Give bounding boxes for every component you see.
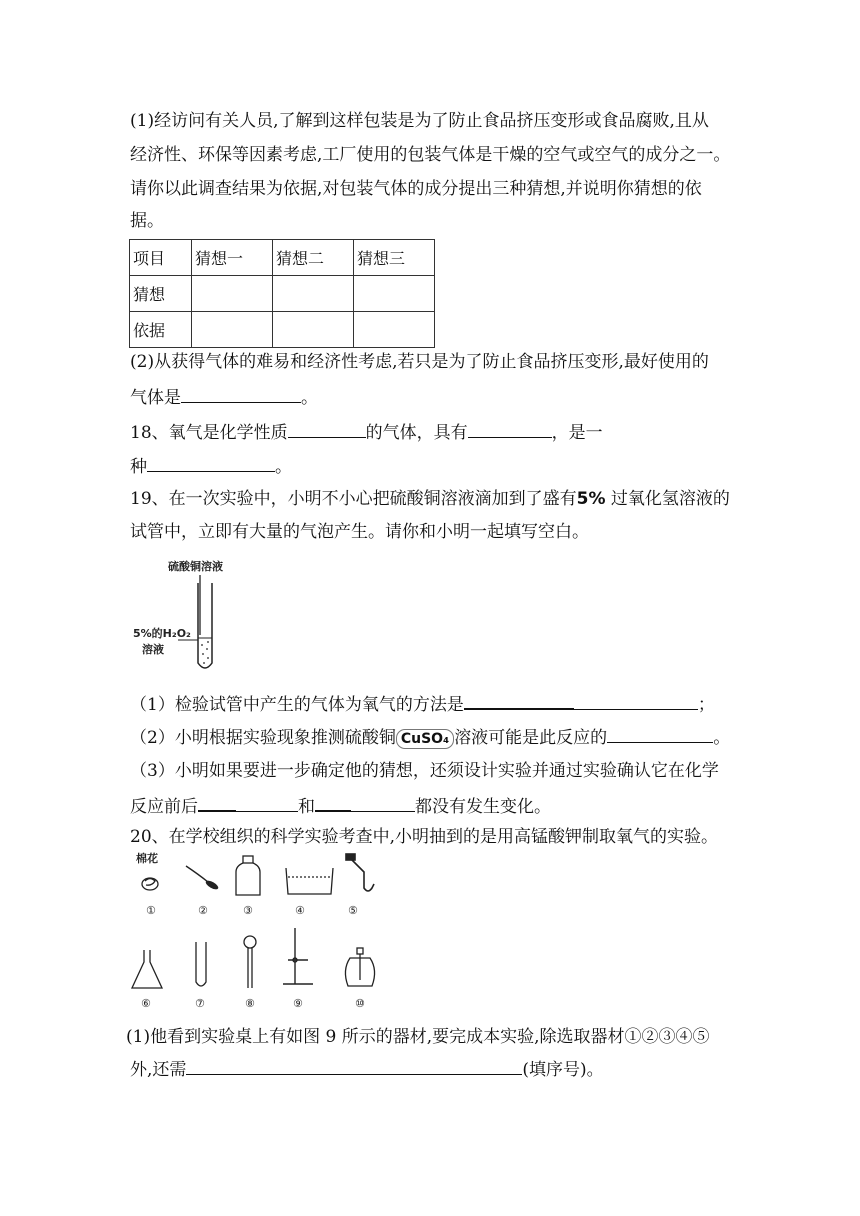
q18-line2 <box>130 453 292 479</box>
test-tube-figure <box>128 555 278 675</box>
q18-text-e: 。 <box>275 457 292 477</box>
table-row <box>130 312 435 348</box>
q17-p1-line1: (1)经访问有关人员,了解到这样包装是为了防止食品挤压变形或食品腐败,且从 <box>130 111 709 131</box>
q19-percent: 5% <box>576 489 606 509</box>
answer-blank[interactable] <box>198 792 236 812</box>
q18-text-b: 的气体，具有 <box>365 423 468 443</box>
figure-label-solution: 溶液 <box>142 643 164 656</box>
q18-text-c: ，是一 <box>551 423 603 443</box>
number-label: ⑩ <box>355 997 365 1010</box>
q19-sub3-line1: （3）小明如果要进一步确定他的猜想，还须设计实验并通过实验确认它在化学 <box>130 761 719 781</box>
q18-text-d: 种 <box>130 457 147 477</box>
answer-blank[interactable] <box>181 384 301 403</box>
apparatus-figure <box>128 850 398 1015</box>
guess-table <box>129 239 435 348</box>
q19-text-a: 19、在一次实验中，小明不小心把硫酸铜溶液滴加到了盛有 <box>130 489 577 509</box>
q19-sub3-text-d: 都没有发生变化。 <box>415 797 551 817</box>
water-trough-icon <box>286 868 333 894</box>
number-label: ① <box>146 904 156 917</box>
round-flask-icon <box>244 936 256 988</box>
cotton-icon <box>142 878 158 890</box>
spatula-icon <box>186 866 220 891</box>
number-label: ⑥ <box>141 997 151 1010</box>
guess-cell-3[interactable] <box>354 276 435 312</box>
q18-text-a: 18、氧气是化学性质 <box>130 423 288 443</box>
q19-sub3-text-a: 反应前后 <box>130 797 198 817</box>
q17-p2-end: 。 <box>301 388 318 408</box>
answer-blank[interactable] <box>468 419 552 438</box>
q20-line1: 20、在学校组织的科学实验考查中,小明抽到的是用高锰酸钾制取氧气的实验。 <box>130 827 719 847</box>
number-label: ④ <box>295 904 305 917</box>
basis-cell-2[interactable] <box>273 312 354 348</box>
q19-sub2-end: 。 <box>713 728 731 748</box>
q17-p2-line2 <box>130 384 318 410</box>
table-header-cell: 猜想三 <box>354 240 435 276</box>
basis-cell-1[interactable] <box>192 312 273 348</box>
basis-cell-3[interactable] <box>354 312 435 348</box>
q19-sub1-text: （1）检验试管中产生的气体为氧气的方法是 <box>130 695 464 715</box>
number-label: ⑧ <box>245 997 255 1010</box>
bubbles-icon <box>201 641 209 664</box>
stopper-tube-icon <box>346 854 374 891</box>
figure-label-h2o2: 5%的H₂O₂ <box>133 627 191 640</box>
number-label: ⑨ <box>293 997 303 1010</box>
number-label: ⑦ <box>195 997 205 1010</box>
q19-sub1-end: ； <box>697 695 715 715</box>
q19-sub2 <box>130 724 730 750</box>
table-header-cell: 猜想二 <box>273 240 354 276</box>
alcohol-lamp-icon <box>345 948 374 986</box>
table-row-label: 依据 <box>130 312 192 348</box>
q17-p1-line2: 经济性、环保等因素考虑,工厂使用的包装气体是干燥的空气或空气的成分之一。 <box>130 145 731 165</box>
figure-label-copper-sulfate: 硫酸铜溶液 <box>168 560 223 573</box>
q19-line2: 试管中，立即有大量的气泡产生。请你和小明一起填写空白。 <box>130 522 589 542</box>
q19-sub2-text-b: 溶液可能是此反应的 <box>454 728 608 748</box>
answer-blank[interactable] <box>147 453 275 472</box>
answer-blank[interactable] <box>288 419 366 438</box>
q19-sub3-line2 <box>130 792 551 819</box>
q19-text-c: 过氧化氢溶液的 <box>605 489 730 509</box>
cotton-label: 棉花 <box>136 852 158 865</box>
number-label: ② <box>198 904 208 917</box>
q19-sub3-text-c: 和 <box>298 797 315 817</box>
guess-cell-1[interactable] <box>192 276 273 312</box>
table-header-cell: 项目 <box>130 240 192 276</box>
test-tube-icon <box>196 942 206 986</box>
q20-sub1-line1: (1)他看到实验桌上有如图 9 所示的器材,要完成本实验,除选取器材①②③④⑤ <box>126 1027 710 1047</box>
q17-p1-line4: 据。 <box>130 211 164 231</box>
guess-cell-2[interactable] <box>273 276 354 312</box>
q20-sub1-line2 <box>130 1056 604 1082</box>
q19-sub2-text: （2）小明根据实验现象推测硫酸铜 <box>130 728 396 748</box>
q18-line1 <box>130 419 603 445</box>
answer-blank[interactable] <box>574 691 698 710</box>
iron-stand-icon <box>283 928 313 984</box>
number-label: ⑤ <box>348 904 358 917</box>
gas-bottle-icon <box>236 856 260 895</box>
answer-blank[interactable] <box>464 690 574 710</box>
q17-p2-line1: (2)从获得气体的难易和经济性考虑,若只是为了防止食品挤压变形,最好使用的 <box>130 352 709 372</box>
q19-line1 <box>130 487 730 511</box>
q17-p2-text: 气体是 <box>130 388 181 408</box>
answer-blank[interactable] <box>351 793 415 812</box>
table-row-label: 猜想 <box>130 276 192 312</box>
table-row <box>130 276 435 312</box>
q20-sub1-end: (填序号)。 <box>522 1060 604 1080</box>
table-row <box>130 240 435 276</box>
q17-p1-line3: 请你以此调查结果为依据,对包装气体的成分提出三种猜想,并说明你猜想的依 <box>130 179 702 199</box>
q20-sub1-text: 外,还需 <box>130 1060 187 1080</box>
number-label: ③ <box>243 904 253 917</box>
conical-flask-icon <box>132 950 162 988</box>
table-header-cell: 猜想一 <box>192 240 273 276</box>
q19-sub1 <box>130 690 715 717</box>
copper-sulfate-formula: CuSO₄ <box>396 729 454 749</box>
answer-blank[interactable] <box>315 792 351 812</box>
answer-blank[interactable] <box>186 1056 522 1075</box>
answer-blank[interactable] <box>607 724 713 743</box>
answer-blank[interactable] <box>236 793 298 812</box>
